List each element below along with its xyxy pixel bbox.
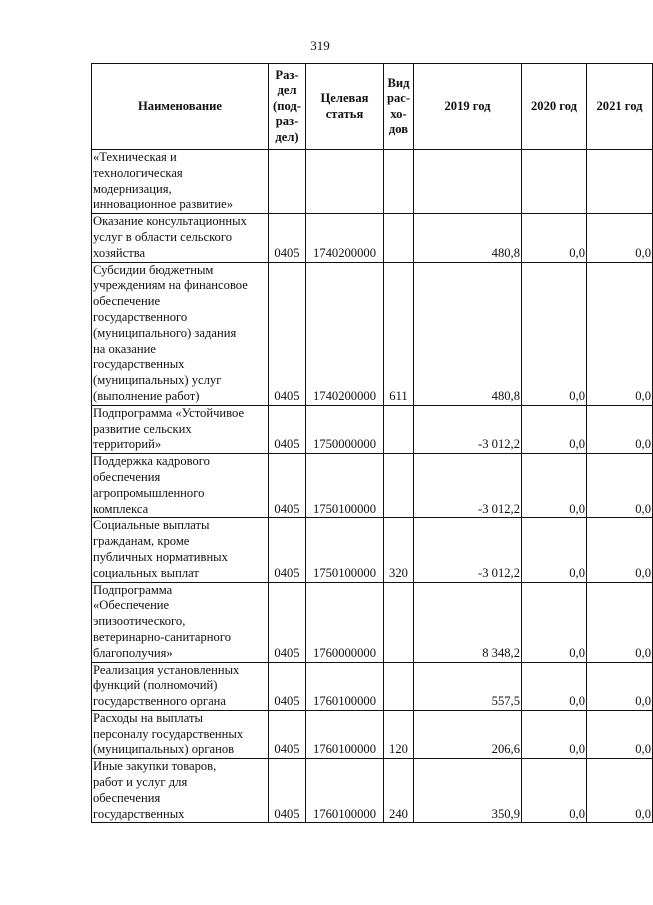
amount-2020-cell: 0,0 xyxy=(522,582,587,662)
header-target xyxy=(306,64,384,150)
amount-2019-cell: 557,5 xyxy=(414,662,522,710)
name-line: территорий» xyxy=(93,437,162,452)
amount-2021-cell: 0,0 xyxy=(587,262,653,405)
section-cell: 0405 xyxy=(269,582,306,662)
name-line: инновационное развитие» xyxy=(93,197,234,212)
name-cell xyxy=(92,454,269,518)
header-year-2019: 2019 год xyxy=(414,64,522,150)
amount-2021-cell: 0,0 xyxy=(587,518,653,582)
amount-2019-cell: 350,9 xyxy=(414,759,522,823)
name-line: Оказание консультационных xyxy=(93,214,247,229)
name-line: услуг в области сельского xyxy=(93,229,232,244)
header-line: Вид xyxy=(387,75,410,90)
amount-2020-cell: 0,0 xyxy=(522,214,587,262)
expense-kind-cell xyxy=(384,582,414,662)
amount-2020-cell: 0,0 xyxy=(522,262,587,405)
name-line: «Техническая и xyxy=(93,150,177,164)
name-line: Расходы на выплаты xyxy=(93,710,203,725)
header-line: дел) xyxy=(275,129,299,144)
section-cell: 0405 xyxy=(269,518,306,582)
name-line: обеспечения xyxy=(93,790,161,805)
name-line: модернизация, xyxy=(93,181,172,196)
name-line: (муниципальных) органов xyxy=(93,742,235,757)
amount-2021-cell: 0,0 xyxy=(587,710,653,758)
expense-kind-cell xyxy=(384,405,414,453)
amount-2019-cell: -3 012,2 xyxy=(414,518,522,582)
expense-kind-cell xyxy=(384,214,414,262)
amount-2021-cell: 0,0 xyxy=(587,759,653,823)
expense-kind-cell xyxy=(384,150,414,214)
target-article-cell: 1740200000 xyxy=(306,262,384,405)
name-line: технологическая xyxy=(93,165,183,180)
name-cell xyxy=(92,662,269,710)
amount-2020-cell: 0,0 xyxy=(522,662,587,710)
header-line: дов xyxy=(388,122,409,136)
header-section xyxy=(269,64,306,150)
amount-2020-cell: 0,0 xyxy=(522,710,587,758)
amount-2021-cell: 0,0 xyxy=(587,582,653,662)
name-line: социальных выплат xyxy=(93,565,199,580)
name-line: обеспечение xyxy=(93,294,161,309)
name-cell xyxy=(92,405,269,453)
target-article-cell: 1760100000 xyxy=(306,759,384,823)
target-article-cell: 1760000000 xyxy=(306,582,384,662)
header-year-2020: 2020 год xyxy=(522,64,587,150)
target-article-cell: 1750100000 xyxy=(306,454,384,518)
name-line: комплекса xyxy=(93,501,149,516)
header-row xyxy=(92,64,653,150)
header-line: Раз- xyxy=(275,67,299,82)
name-line: эпизоотического, xyxy=(93,614,186,629)
header-kind xyxy=(384,64,414,150)
name-cell xyxy=(92,150,269,214)
header-line: (под- xyxy=(273,98,301,113)
table-row xyxy=(92,518,653,582)
name-line: государственного органа xyxy=(93,694,226,709)
name-line: Поддержка кадрового xyxy=(93,454,210,469)
name-cell xyxy=(92,710,269,758)
name-line: государственных xyxy=(93,357,185,372)
amount-2020-cell: 0,0 xyxy=(522,759,587,823)
table-row xyxy=(92,262,653,405)
target-article-cell xyxy=(306,150,384,214)
name-line: гражданам, кроме xyxy=(93,534,190,549)
expense-kind-cell: 240 xyxy=(384,759,414,823)
amount-2021-cell: 0,0 xyxy=(587,662,653,710)
table-row xyxy=(92,662,653,710)
amount-2019-cell: -3 012,2 xyxy=(414,454,522,518)
name-cell xyxy=(92,214,269,262)
section-cell: 0405 xyxy=(269,262,306,405)
amount-2021-cell: 0,0 xyxy=(587,405,653,453)
name-line: Подпрограмма «Устойчивое xyxy=(93,405,245,420)
name-cell xyxy=(92,759,269,823)
name-line: на оказание xyxy=(93,341,156,356)
amount-2021-cell xyxy=(587,150,653,214)
target-article-cell: 1760100000 xyxy=(306,710,384,758)
amount-2019-cell xyxy=(414,150,522,214)
page-number: 319 xyxy=(310,38,330,53)
table-row xyxy=(92,405,653,453)
name-line: хозяйства xyxy=(93,245,146,260)
header-year-2021: 2021 год xyxy=(587,64,653,150)
name-line: «Обеспечение xyxy=(93,598,170,613)
section-cell xyxy=(269,150,306,214)
budget-table xyxy=(91,63,653,823)
name-line: Реализация установленных xyxy=(93,662,240,677)
amount-2020-cell: 0,0 xyxy=(522,518,587,582)
name-line: благополучия» xyxy=(93,645,173,660)
name-line: Иные закупки товаров, xyxy=(93,759,217,774)
amount-2020-cell: 0,0 xyxy=(522,454,587,518)
name-line: агропромышленного xyxy=(93,485,205,500)
name-line: функций (полномочий) xyxy=(93,678,218,693)
amount-2019-cell: 480,8 xyxy=(414,214,522,262)
header-line: хо- xyxy=(390,106,407,121)
table-row xyxy=(92,150,653,214)
section-cell: 0405 xyxy=(269,759,306,823)
table-row xyxy=(92,582,653,662)
name-line: Социальные выплаты xyxy=(93,518,210,533)
expense-kind-cell xyxy=(384,662,414,710)
name-line: (муниципальных) услуг xyxy=(93,373,222,388)
expense-kind-cell: 320 xyxy=(384,518,414,582)
expense-kind-cell: 611 xyxy=(384,262,414,405)
amount-2021-cell: 0,0 xyxy=(587,454,653,518)
name-cell xyxy=(92,582,269,662)
target-article-cell: 1740200000 xyxy=(306,214,384,262)
name-line: учреждениям на финансовое xyxy=(93,278,248,293)
name-line: развитие сельских xyxy=(93,421,192,436)
name-line: ветеринарно-санитарного xyxy=(93,629,231,644)
header-line: Целевая xyxy=(320,91,369,105)
name-cell xyxy=(92,518,269,582)
expense-kind-cell: 120 xyxy=(384,710,414,758)
target-article-cell: 1750000000 xyxy=(306,405,384,453)
section-cell: 0405 xyxy=(269,405,306,453)
name-line: государственных xyxy=(93,806,185,821)
header-name: Наименование xyxy=(92,64,269,150)
amount-2019-cell: 206,6 xyxy=(414,710,522,758)
name-line: (выполнение работ) xyxy=(93,388,200,403)
amount-2019-cell: 8 348,2 xyxy=(414,582,522,662)
amount-2020-cell: 0,0 xyxy=(522,405,587,453)
header-line: статья xyxy=(325,106,364,121)
amount-2021-cell: 0,0 xyxy=(587,214,653,262)
name-line: Субсидии бюджетным xyxy=(93,262,214,277)
table-row xyxy=(92,214,653,262)
name-line: (муниципального) задания xyxy=(93,325,237,340)
name-cell xyxy=(92,262,269,405)
section-cell: 0405 xyxy=(269,710,306,758)
section-cell: 0405 xyxy=(269,662,306,710)
name-line: публичных нормативных xyxy=(93,549,228,564)
name-line: персоналу государственных xyxy=(93,726,244,741)
table-row xyxy=(92,759,653,823)
expense-kind-cell xyxy=(384,454,414,518)
section-cell: 0405 xyxy=(269,454,306,518)
header-line: рас- xyxy=(386,91,411,105)
amount-2019-cell: 480,8 xyxy=(414,262,522,405)
header-line: дел xyxy=(277,83,297,98)
target-article-cell: 1750100000 xyxy=(306,518,384,582)
amount-2020-cell xyxy=(522,150,587,214)
section-cell: 0405 xyxy=(269,214,306,262)
header-line: раз- xyxy=(275,114,299,129)
table-row xyxy=(92,710,653,758)
amount-2019-cell: -3 012,2 xyxy=(414,405,522,453)
target-article-cell: 1760100000 xyxy=(306,662,384,710)
name-line: Подпрограмма xyxy=(93,582,173,597)
name-line: обеспечения xyxy=(93,469,161,484)
name-line: работ и услуг для xyxy=(93,775,188,790)
table-row xyxy=(92,454,653,518)
name-line: государственного xyxy=(93,309,188,324)
